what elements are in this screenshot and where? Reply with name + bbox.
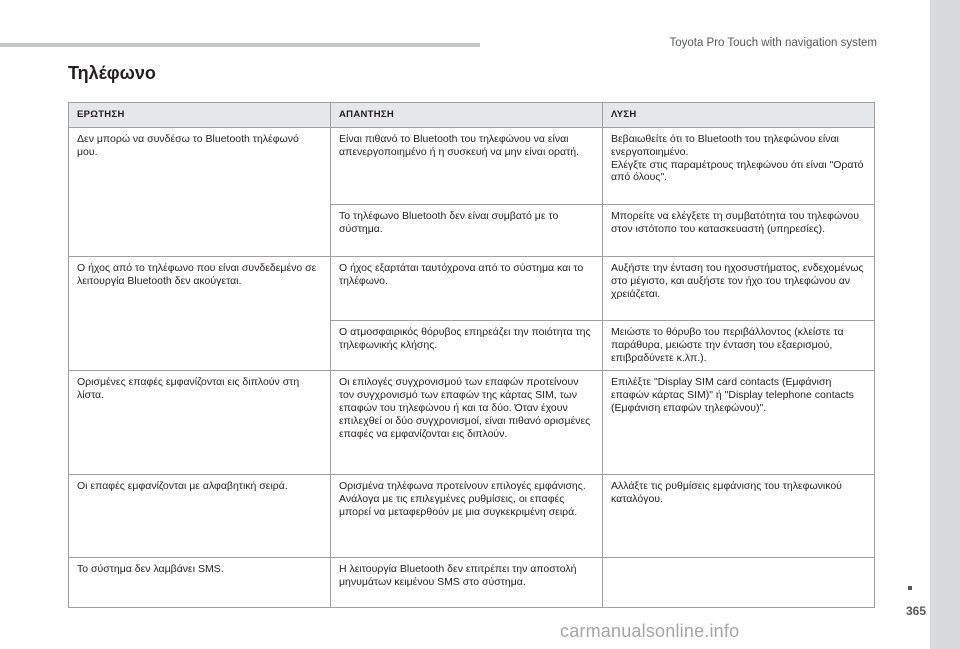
answer-cell: [331, 558, 603, 608]
solution-cell: [603, 257, 875, 321]
solution-text: Βεβαιωθείτε ότι το Bluetooth του τηλεφώνου είναι ενεργοποιημένο.: [611, 133, 839, 158]
running-header: Toyota Pro Touch with navigation system: [669, 37, 877, 49]
table-row: [69, 475, 875, 558]
answer-cell: [331, 257, 603, 321]
table-header-row: [69, 103, 875, 128]
solution-cell: [603, 128, 875, 205]
solution-cell: [603, 371, 875, 475]
question-cell: [69, 475, 331, 558]
solution-text: Μπορείτε να ελέγξετε τη συμβατότητα του τηλεφώνου στον ιστότοπο του κατασκευαστή (υπηρεσίες).: [611, 210, 859, 235]
answer-text: Είναι πιθανό το Bluetooth του τηλεφώνου να είναι απενεργοποιημένο ή η συσκευή να μην είναι ορατή.: [339, 133, 579, 158]
page-title: Τηλέφωνο: [68, 63, 156, 83]
answer-cell: [331, 475, 603, 558]
troubleshooting-table: [68, 102, 875, 608]
solution-cell: [603, 205, 875, 257]
answer-text: Ο ατμοσφαιρικός θόρυβος επηρεάζει την ποιότητα της τηλεφωνικής κλήσης.: [339, 326, 591, 351]
solution-cell: [603, 321, 875, 371]
solution-text: Αλλάξτε τις ρυθμίσεις εμφάνισης του τηλεφωνικού καταλόγου.: [611, 480, 842, 506]
question-text: Ορισμένες επαφές εμφανίζονται εις διπλούν στη λίστα.: [77, 376, 300, 402]
table-row: [69, 257, 875, 321]
answer-cell: [331, 205, 603, 257]
answer-cell: [331, 371, 603, 475]
solution-cell: [603, 558, 875, 608]
solution-text: Μειώστε το θόρυβο του περιβάλλοντος (κλείστε τα παράθυρα, μειώστε την ένταση του εξαερισμού, επιβραδύνετε κ.λπ.).: [611, 326, 844, 364]
question-cell: [69, 371, 331, 475]
question-cell: [69, 128, 331, 257]
question-text: Οι επαφές εμφανίζονται με αλφαβητική σειρά.: [77, 480, 288, 493]
table-row: [69, 371, 875, 475]
answer-cell: [331, 128, 603, 205]
answer-text: Το τηλέφωνο Bluetooth δεν είναι συμβατό με το σύστημα.: [339, 210, 559, 235]
answer-text: Οι επιλογές συγχρονισμού των επαφών προτείνουν τον συγχρονισμό των επαφών της κάρτας SIM, των επαφών του τηλεφώνου ή και τα δύο. Όταν έχουν επιλεχθεί οι δύο συγχρονισμοί, είναι πιθανό ορισμένες επαφές να εμφανίζονται εις διπλούν.: [339, 376, 591, 440]
table-row: [69, 558, 875, 608]
question-text: Δεν μπορώ να συνδέσω το Bluetooth τηλέφωνό μου.: [77, 133, 299, 158]
watermark: carmanualsonline.info: [560, 621, 740, 641]
page-number: 365: [905, 604, 926, 618]
question-cell: [69, 257, 331, 371]
table-row: [69, 128, 875, 205]
solution-text: Επιλέξτε "Display SIM card contacts (Εμφάνιση επαφών κάρτας SIM)" ή "Display telephone contacts (Εμφάνιση επαφών τηλεφώνου)".: [611, 376, 854, 414]
question-text: Ο ήχος από το τηλέφωνο που είναι συνδεδεμένο σε λειτουργία Bluetooth δεν ακούγεται.: [77, 262, 317, 287]
solution-text: Ελέγξτε στις παραμέτρους τηλεφώνου ότι είναι "Ορατό από όλους".: [611, 158, 864, 184]
header-rule: [0, 43, 480, 47]
solution-cell: [603, 475, 875, 558]
column-header-solution: ΛΥΣΗ: [603, 103, 875, 128]
section-end-marker: [908, 586, 912, 590]
question-text: Το σύστημα δεν λαμβάνει SMS.: [77, 563, 224, 576]
answer-text: Η λειτουργία Bluetooth δεν επιτρέπει την αποστολή μηνυμάτων κειμένου SMS στο σύστημα.: [339, 563, 577, 589]
solution-text: Αυξήστε την ένταση του ηχοσυστήματος, ενδεχομένως στο μέγιστο, και αυξήστε τον ήχο του τηλεφώνου αν χρειάζεται.: [611, 262, 864, 300]
answer-text: Ο ήχος εξαρτάται ταυτόχρονα από το σύστημα και το τηλέφωνο.: [339, 262, 584, 287]
answer-text: Ορισμένα τηλέφωνα προτείνουν επιλογές εμφάνισης. Ανάλογα με τις επιλεγμένες ρυθμίσεις, οι επαφές μπορεί να μεταφερθούν με μια συγκεκριμένη σειρά.: [339, 480, 586, 518]
answer-cell: [331, 321, 603, 371]
column-header-answer: ΑΠΑΝΤΗΣΗ: [331, 103, 603, 128]
column-header-question: ΕΡΩΤΗΣΗ: [69, 103, 331, 128]
side-tab-strip: [930, 0, 960, 649]
question-cell: [69, 558, 331, 608]
